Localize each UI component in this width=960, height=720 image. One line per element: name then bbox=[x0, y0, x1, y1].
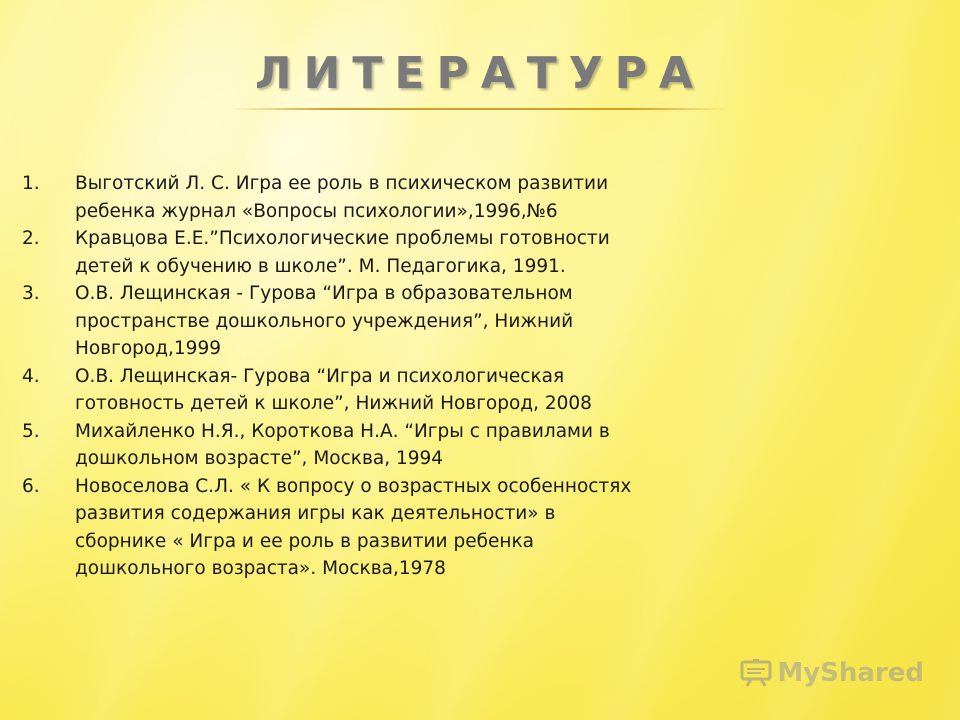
list-item bbox=[22, 363, 642, 418]
list-item-text: Выготский Л. С. Игра ее роль в психическом развитии ребенка журнал «Вопросы психологии»,1996,№6 bbox=[75, 173, 609, 222]
watermark-text: MyShared bbox=[777, 658, 924, 688]
list-item bbox=[22, 170, 642, 225]
reference-list bbox=[22, 170, 642, 583]
list-item-text: Кравцова Е.Е.”Психологические проблемы готовности детей к обучению в школе”. М. Педагогика, 1991. bbox=[75, 228, 610, 277]
list-item-number: 1. bbox=[22, 173, 40, 194]
list-item-number: 2. bbox=[22, 228, 40, 249]
list-item-text: О.В. Лещинская - Гурова “Игра в образовательном пространстве дошкольного учреждения”, Нижний Новгород,1999 bbox=[75, 283, 574, 359]
list-item bbox=[22, 418, 642, 473]
list-item bbox=[22, 473, 642, 583]
watermark-logo bbox=[739, 656, 924, 690]
list-item-text: Новоселова С.Л. « К вопросу о возрастных особенностях развития содержания игры как деятельности» в сборнике « Игра и ее роль в развитии ребенка дошкольного возраста». Москва,1978 bbox=[75, 475, 632, 579]
list-item-text: О.В. Лещинская- Гурова “Игра и психологическая готовность детей к школе”, Нижний Новгород, 2008 bbox=[75, 365, 592, 414]
presentation-board-icon bbox=[739, 658, 773, 688]
list-item bbox=[22, 225, 642, 280]
list-item-number: 3. bbox=[22, 283, 40, 304]
slide-title: ЛИТЕРАТУРА bbox=[255, 48, 705, 99]
list-item-text: Михайленко Н.Я., Короткова Н.А. “Игры с правилами в дошкольном возрасте”, Москва, 1994 bbox=[75, 420, 610, 469]
list-item-number: 5. bbox=[22, 420, 40, 442]
title-underline bbox=[230, 108, 730, 110]
list-item-number: 4. bbox=[22, 365, 40, 387]
list-item-number: 6. bbox=[22, 475, 40, 497]
list-item bbox=[22, 280, 642, 363]
